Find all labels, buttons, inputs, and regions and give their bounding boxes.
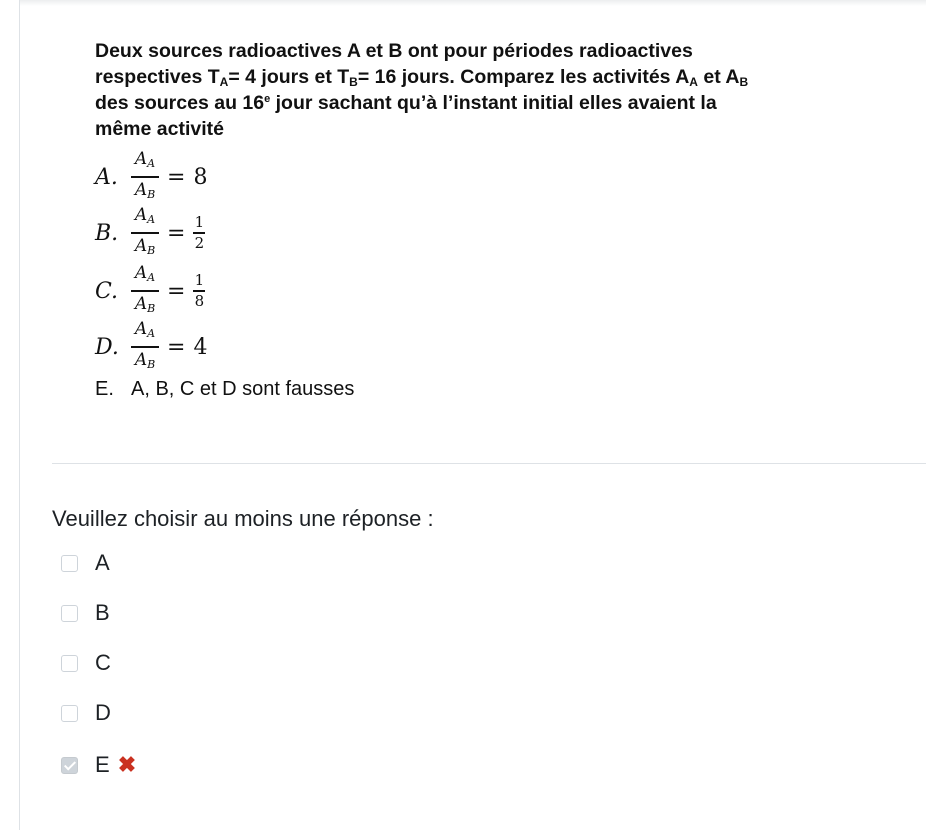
option-label: B <box>95 600 110 625</box>
checkbox-e[interactable] <box>61 757 78 774</box>
checkbox-d[interactable] <box>61 705 78 722</box>
ratio-fraction: $\frac{A_A}{A_B}$ <box>131 319 159 375</box>
incorrect-x-icon: ✖ <box>117 752 137 777</box>
left-border <box>0 0 20 830</box>
top-shadow <box>0 0 926 6</box>
answer-prompt: Veuillez choisir au moins une réponse : <box>52 506 434 531</box>
ratio-fraction: $\frac{A_A}{A_B}$ <box>131 205 159 261</box>
choice-b: B. $\frac{A_A}{A_B}$ = 1 2 <box>95 206 205 260</box>
option-d[interactable] <box>61 698 111 728</box>
value-fraction: 1 2 <box>194 213 205 252</box>
ratio-fraction: $\frac{A_A}{A_B}$ <box>131 149 159 205</box>
option-a[interactable] <box>61 548 110 578</box>
question-statement: Deux sources radioactives A et B ont pour périodes radioactives respectives $T_A= 4$ jours et $T_B= 16$ jours. Comparez les activités $A_A$ et $A_B$ des sources au 16e jour sachant qu’à l’instant initial elles avaient la même activité <box>95 40 749 140</box>
choice-c: C. $\frac{A_A}{A_B}$ = 1 8 <box>95 264 205 318</box>
option-e[interactable] <box>61 750 136 780</box>
option-c[interactable] <box>61 648 111 678</box>
checkbox-b[interactable] <box>61 605 78 622</box>
checkbox-c[interactable] <box>61 655 78 672</box>
choice-d: D. $\frac{A_A}{A_B}$ = 4 <box>95 320 207 374</box>
option-label: D <box>95 700 111 725</box>
choice-e: E. A, B, C et D sont fausses <box>95 378 355 400</box>
section-divider <box>52 463 926 464</box>
option-label: C <box>95 650 111 675</box>
option-label: E <box>95 752 110 777</box>
option-b[interactable] <box>61 598 110 628</box>
ratio-fraction: $\frac{A_A}{A_B}$ <box>131 263 159 319</box>
question-text <box>95 38 855 400</box>
value-fraction: 1 8 <box>194 271 205 310</box>
option-label: A <box>95 550 110 575</box>
checkbox-a[interactable] <box>61 555 78 572</box>
choice-a: A. $\frac{A_A}{A_B}$ = 8 <box>95 150 207 204</box>
